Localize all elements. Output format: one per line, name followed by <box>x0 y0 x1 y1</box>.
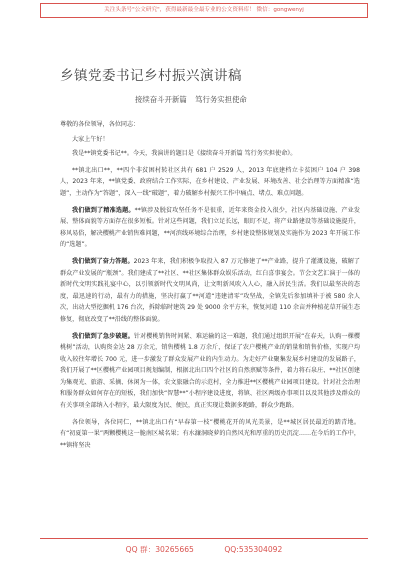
closing-paragraph: 各位领导，各位同仁，**镇北出口有“早春第一枝”樱桃花开的风光美景，是**城区居民最近的踏青地。有“初夏第一果”两颗樱桃这一脆南区城名果；有水濂洞晓萝的自然风光和厚重的历史沉淀……在今后的工作中，**镇将坚决 <box>60 418 360 449</box>
section-paragraph <box>60 331 360 412</box>
footer-qq-group: QQ 群：30265665 <box>125 545 194 554</box>
section-text: **镇涉及脱贫攻坚任务不是很重，近年来资金投入很少，社区内基础设施、产业发展、整体面貌等方面存在很多短板。针对这些问题，我们立足长远，眼盯不足，将产业路建设等基础设施提升，移风易俗，解决樱桃产业销售难问题，**河滨线环境综合治理，乡村建设整体规划及实施作为 2023 年开展工作的“选题”。 <box>60 206 361 249</box>
overview-paragraph: **镇北出口**，**四个非贫困村转社区共有 681 户 2529 人，2013 年底建档立卡贫困户 104 户 398 人，2023 年来，**镇党委、政府结合工作实际，在乡村建设、产业发展、环境改善、社会治理等方面精准“选题”，主动作为“答题”，深入一线“破题”，着力破解乡村振兴工作中痛点、堵点、难点问题。 <box>60 166 360 197</box>
intro-paragraph: 我是**镇党委书记**。今天，我演讲的题目是《接续奋斗开新篇 笃行务实担使命》。 <box>72 150 297 158</box>
footer-divider <box>40 538 368 539</box>
top-banner: 关注头条号"公文研究"，获得最新最全最专业的公文资料库！ 微信：gongwenyj <box>40 3 368 18</box>
section-heading: 我们做到了奋力答题。 <box>72 257 134 265</box>
salutation: 尊敬的各位领导，各位同志： <box>60 121 140 128</box>
document-title: 乡镇党委书记乡村振兴演讲稿 <box>60 68 242 84</box>
section-heading: 我们做到了急步破题。 <box>72 332 134 340</box>
greeting: 大家上午好！ <box>72 135 109 143</box>
section-text: 2023 年来，我们积极争取投入 87 万元修建了**产业路，提升了灌溉设施，破解了群众产业发展的“瓶颈”。我们建成了**社区、**社区集体群众娱乐活动，红白喜事宴会。节会文艺汇演于一体的新时代文明实践礼宴中心，以引领新时代文明风尚，让文明新风吹入人心，融入居民生活。我们以最坚决的态度，最迅速的行动，最有力的措施，坚决打赢了**河道“违建清零”攻坚战，全镇先后参加填补于被 580 余人次，出动大型挖掘机 176 台次，拆除临时建筑 29 处 9000 余平方米，恢复河道 110 余亩并种植花草开展生态修复，彻底改变了**沿线的整体面貌。 <box>60 257 361 323</box>
footer-qq: QQ:535304092 <box>224 545 283 554</box>
document-body <box>60 119 360 451</box>
section-text: 针对樱桃销售时间紧、难运输的这一难题，我们通过组织开展“在春天，认购一棵樱桃树”活动，认购资金达 28 万余元，销售樱桃 1.8 万余斤，保证了农户樱桃产业的销量和销售价格，实现户均收入较往年增长 700 元，进一步激发了群众发展产业的内生动力。为走好产业聚集发展乡村建设的发展路子，我们开展了**区樱桃产业园项目规划编制，根据北出口四个社区的自然禀赋等条件，着力将石泉庄、**社区创建为集观光、旅游、采摘、休闲为一体，农文旅融合的示范村，全力推进**区樱桃产业园项目建设。针对社会治理和服务群众如何存在的短板，我们加快“智慧**”小程序建设进度，将镇、社区两级办事项目以及其他涉及群众的有关事项全部纳入小程序，最大限度为民、便民，真正实现让数据多跑路，群众少跑路。 <box>60 332 360 410</box>
section-paragraph <box>60 205 360 251</box>
document-subtitle: 接续奋斗开新篇 笃行务实担使命 <box>135 95 247 104</box>
section-paragraph <box>60 256 360 326</box>
section-heading: 我们做到了精准选题。 <box>72 206 135 214</box>
footer <box>40 544 368 555</box>
